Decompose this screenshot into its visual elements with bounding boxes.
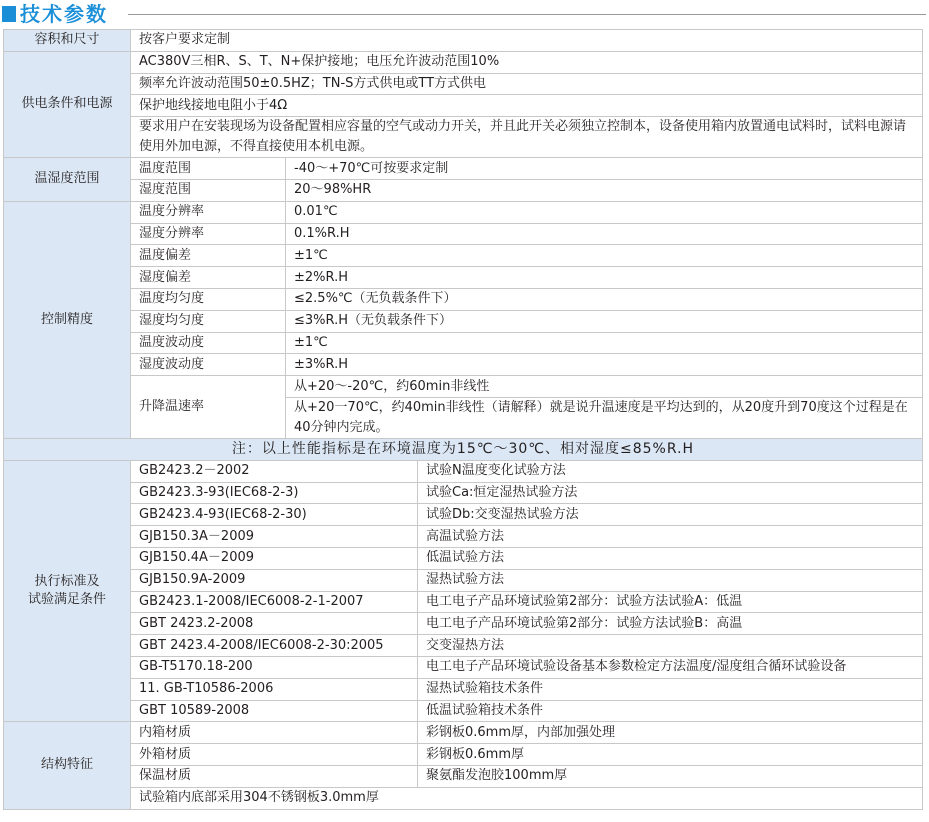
value-cell: 频率允许波动范围50±0.5HZ；TN-S方式供电或TT方式供电	[131, 73, 923, 95]
category-cell: 供电条件和电源	[4, 51, 131, 157]
standard-desc-cell: 低温试验方法	[418, 547, 923, 569]
standard-code-cell: GBT 10589-2008	[131, 700, 418, 722]
table-row	[4, 332, 923, 354]
standard-desc-cell: 试验Ca:恒定湿热试验方法	[418, 482, 923, 504]
standard-code-cell: GB2423.1-2008/IEC6008-2-1-2007	[131, 591, 418, 613]
table-row	[4, 376, 923, 398]
value-cell: 要求用户在安装现场为设备配置相应容量的空气或动力开关，并且此开关必须独立控制本，设备使用箱内放置通电试料时，试料电源请使用外加电源，不得直接使用本机电源。	[131, 117, 923, 158]
param-name-cell: 湿度波动度	[131, 354, 286, 376]
category-cell: 温湿度范围	[4, 158, 131, 202]
table-row	[4, 526, 923, 548]
section-heading	[0, 0, 929, 30]
category-cell: 控制精度	[4, 201, 131, 438]
standard-desc-cell: 电工电子产品环境试验第2部分：试验方法试验A：低温	[418, 591, 923, 613]
standard-code-cell: GB2423.3-93(IEC68-2-3)	[131, 482, 418, 504]
standard-code-cell: GJB150.9A-2009	[131, 569, 418, 591]
standard-code-cell: GJB150.4A－2009	[131, 547, 418, 569]
param-value-cell: 从+20一70℃，约40min非线性（请解释）就是说升温速度是平均达到的，从20度升到70度这个过程是在40分钟内完成。	[286, 397, 923, 438]
table-row	[4, 30, 923, 52]
standard-desc-cell: 湿热试验箱技术条件	[418, 678, 923, 700]
heading-square-icon	[2, 6, 16, 22]
table-row	[4, 613, 923, 635]
category-cell: 容积和尺寸	[4, 30, 131, 52]
param-name-cell: 温度偏差	[131, 245, 286, 267]
table-row	[4, 73, 923, 95]
heading-divider	[128, 14, 926, 15]
param-name-cell: 外箱材质	[131, 744, 418, 766]
table-row	[4, 787, 923, 809]
standard-code-cell: GJB150.3A－2009	[131, 526, 418, 548]
param-name-cell: 湿度范围	[131, 179, 286, 201]
param-name-cell: 内箱材质	[131, 722, 418, 744]
param-value-cell: ≤2.5%℃（无负载条件下）	[286, 288, 923, 310]
param-value-cell: 聚氨酯发泡胶100mm厚	[418, 765, 923, 787]
param-name-cell: 温度均匀度	[131, 288, 286, 310]
value-cell: 保护地线接地电阻小于4Ω	[131, 95, 923, 117]
table-row	[4, 700, 923, 722]
table-row	[4, 591, 923, 613]
table-row	[4, 460, 923, 482]
table-row	[4, 765, 923, 787]
table-row	[4, 635, 923, 657]
standard-code-cell: GBT 2423.2-2008	[131, 613, 418, 635]
value-cell: 按客户要求定制	[131, 30, 923, 52]
table-row	[4, 744, 923, 766]
param-value-cell: ±2%R.H	[286, 267, 923, 289]
category-cell: 执行标准及 试验满足条件	[4, 460, 131, 722]
table-row	[4, 722, 923, 744]
table-row	[4, 310, 923, 332]
standard-desc-cell: 试验Db:交变湿热试验方法	[418, 504, 923, 526]
table-row	[4, 201, 923, 223]
table-row	[4, 267, 923, 289]
param-name-cell: 保温材质	[131, 765, 418, 787]
standard-code-cell: GB2423.2－2002	[131, 460, 418, 482]
param-value-cell: ≤3%R.H（无负载条件下）	[286, 310, 923, 332]
param-value-cell: ±1℃	[286, 332, 923, 354]
standard-code-cell: GB-T5170.18-200	[131, 656, 418, 678]
param-name-cell: 温度范围	[131, 158, 286, 180]
note-cell: 注：以上性能指标是在环境温度为15℃～30℃、相对湿度≤85%R.H	[4, 438, 923, 460]
param-value-cell: ±1℃	[286, 245, 923, 267]
param-name-cell: 湿度分辨率	[131, 223, 286, 245]
table-row	[4, 245, 923, 267]
table-row	[4, 438, 923, 460]
param-name-cell: 升降温速率	[131, 376, 286, 439]
standard-desc-cell: 试验N温度变化试验方法	[418, 460, 923, 482]
param-name-cell: 温度波动度	[131, 332, 286, 354]
param-value-cell: 20～98%HR	[286, 179, 923, 201]
table-row	[4, 354, 923, 376]
param-value-cell: -40～+70℃可按要求定制	[286, 158, 923, 180]
standard-desc-cell: 交变湿热方法	[418, 635, 923, 657]
param-value-cell: ±3%R.H	[286, 354, 923, 376]
param-value-cell: 彩钢板0.6mm厚，内部加强处理	[418, 722, 923, 744]
standard-code-cell: 11. GB-T10586-2006	[131, 678, 418, 700]
param-value-cell: 0.1%R.H	[286, 223, 923, 245]
spec-table	[3, 29, 923, 810]
page-title: 技术参数	[20, 2, 108, 26]
param-name-cell: 湿度偏差	[131, 267, 286, 289]
table-row	[4, 179, 923, 201]
standard-desc-cell: 电工电子产品环境试验设备基本参数检定方法温度/湿度组合循环试验设备	[418, 656, 923, 678]
table-row	[4, 547, 923, 569]
table-row	[4, 95, 923, 117]
table-row	[4, 158, 923, 180]
table-row	[4, 51, 923, 73]
value-cell: AC380V三相R、S、T、N+保护接地；电压允许波动范围10%	[131, 51, 923, 73]
standard-desc-cell: 湿热试验方法	[418, 569, 923, 591]
standard-code-cell: GB2423.4-93(IEC68-2-30)	[131, 504, 418, 526]
table-row	[4, 656, 923, 678]
standard-desc-cell: 高温试验方法	[418, 526, 923, 548]
param-name-cell: 湿度均匀度	[131, 310, 286, 332]
param-value-cell: 0.01℃	[286, 201, 923, 223]
param-value-cell: 从+20～-20℃，约60min非线性	[286, 376, 923, 398]
table-row	[4, 223, 923, 245]
standard-desc-cell: 电工电子产品环境试验第2部分：试验方法试验B：高温	[418, 613, 923, 635]
table-row	[4, 569, 923, 591]
category-cell: 结构特征	[4, 722, 131, 809]
table-row	[4, 504, 923, 526]
param-value-cell: 彩钢板0.6mm厚	[418, 744, 923, 766]
table-row	[4, 288, 923, 310]
standard-code-cell: GBT 2423.4-2008/IEC6008-2-30:2005	[131, 635, 418, 657]
table-row	[4, 482, 923, 504]
param-name-cell: 温度分辨率	[131, 201, 286, 223]
standard-desc-cell: 低温试验箱技术条件	[418, 700, 923, 722]
table-row	[4, 678, 923, 700]
value-cell: 试验箱内底部采用304不锈钢板3.0mm厚	[131, 787, 923, 809]
